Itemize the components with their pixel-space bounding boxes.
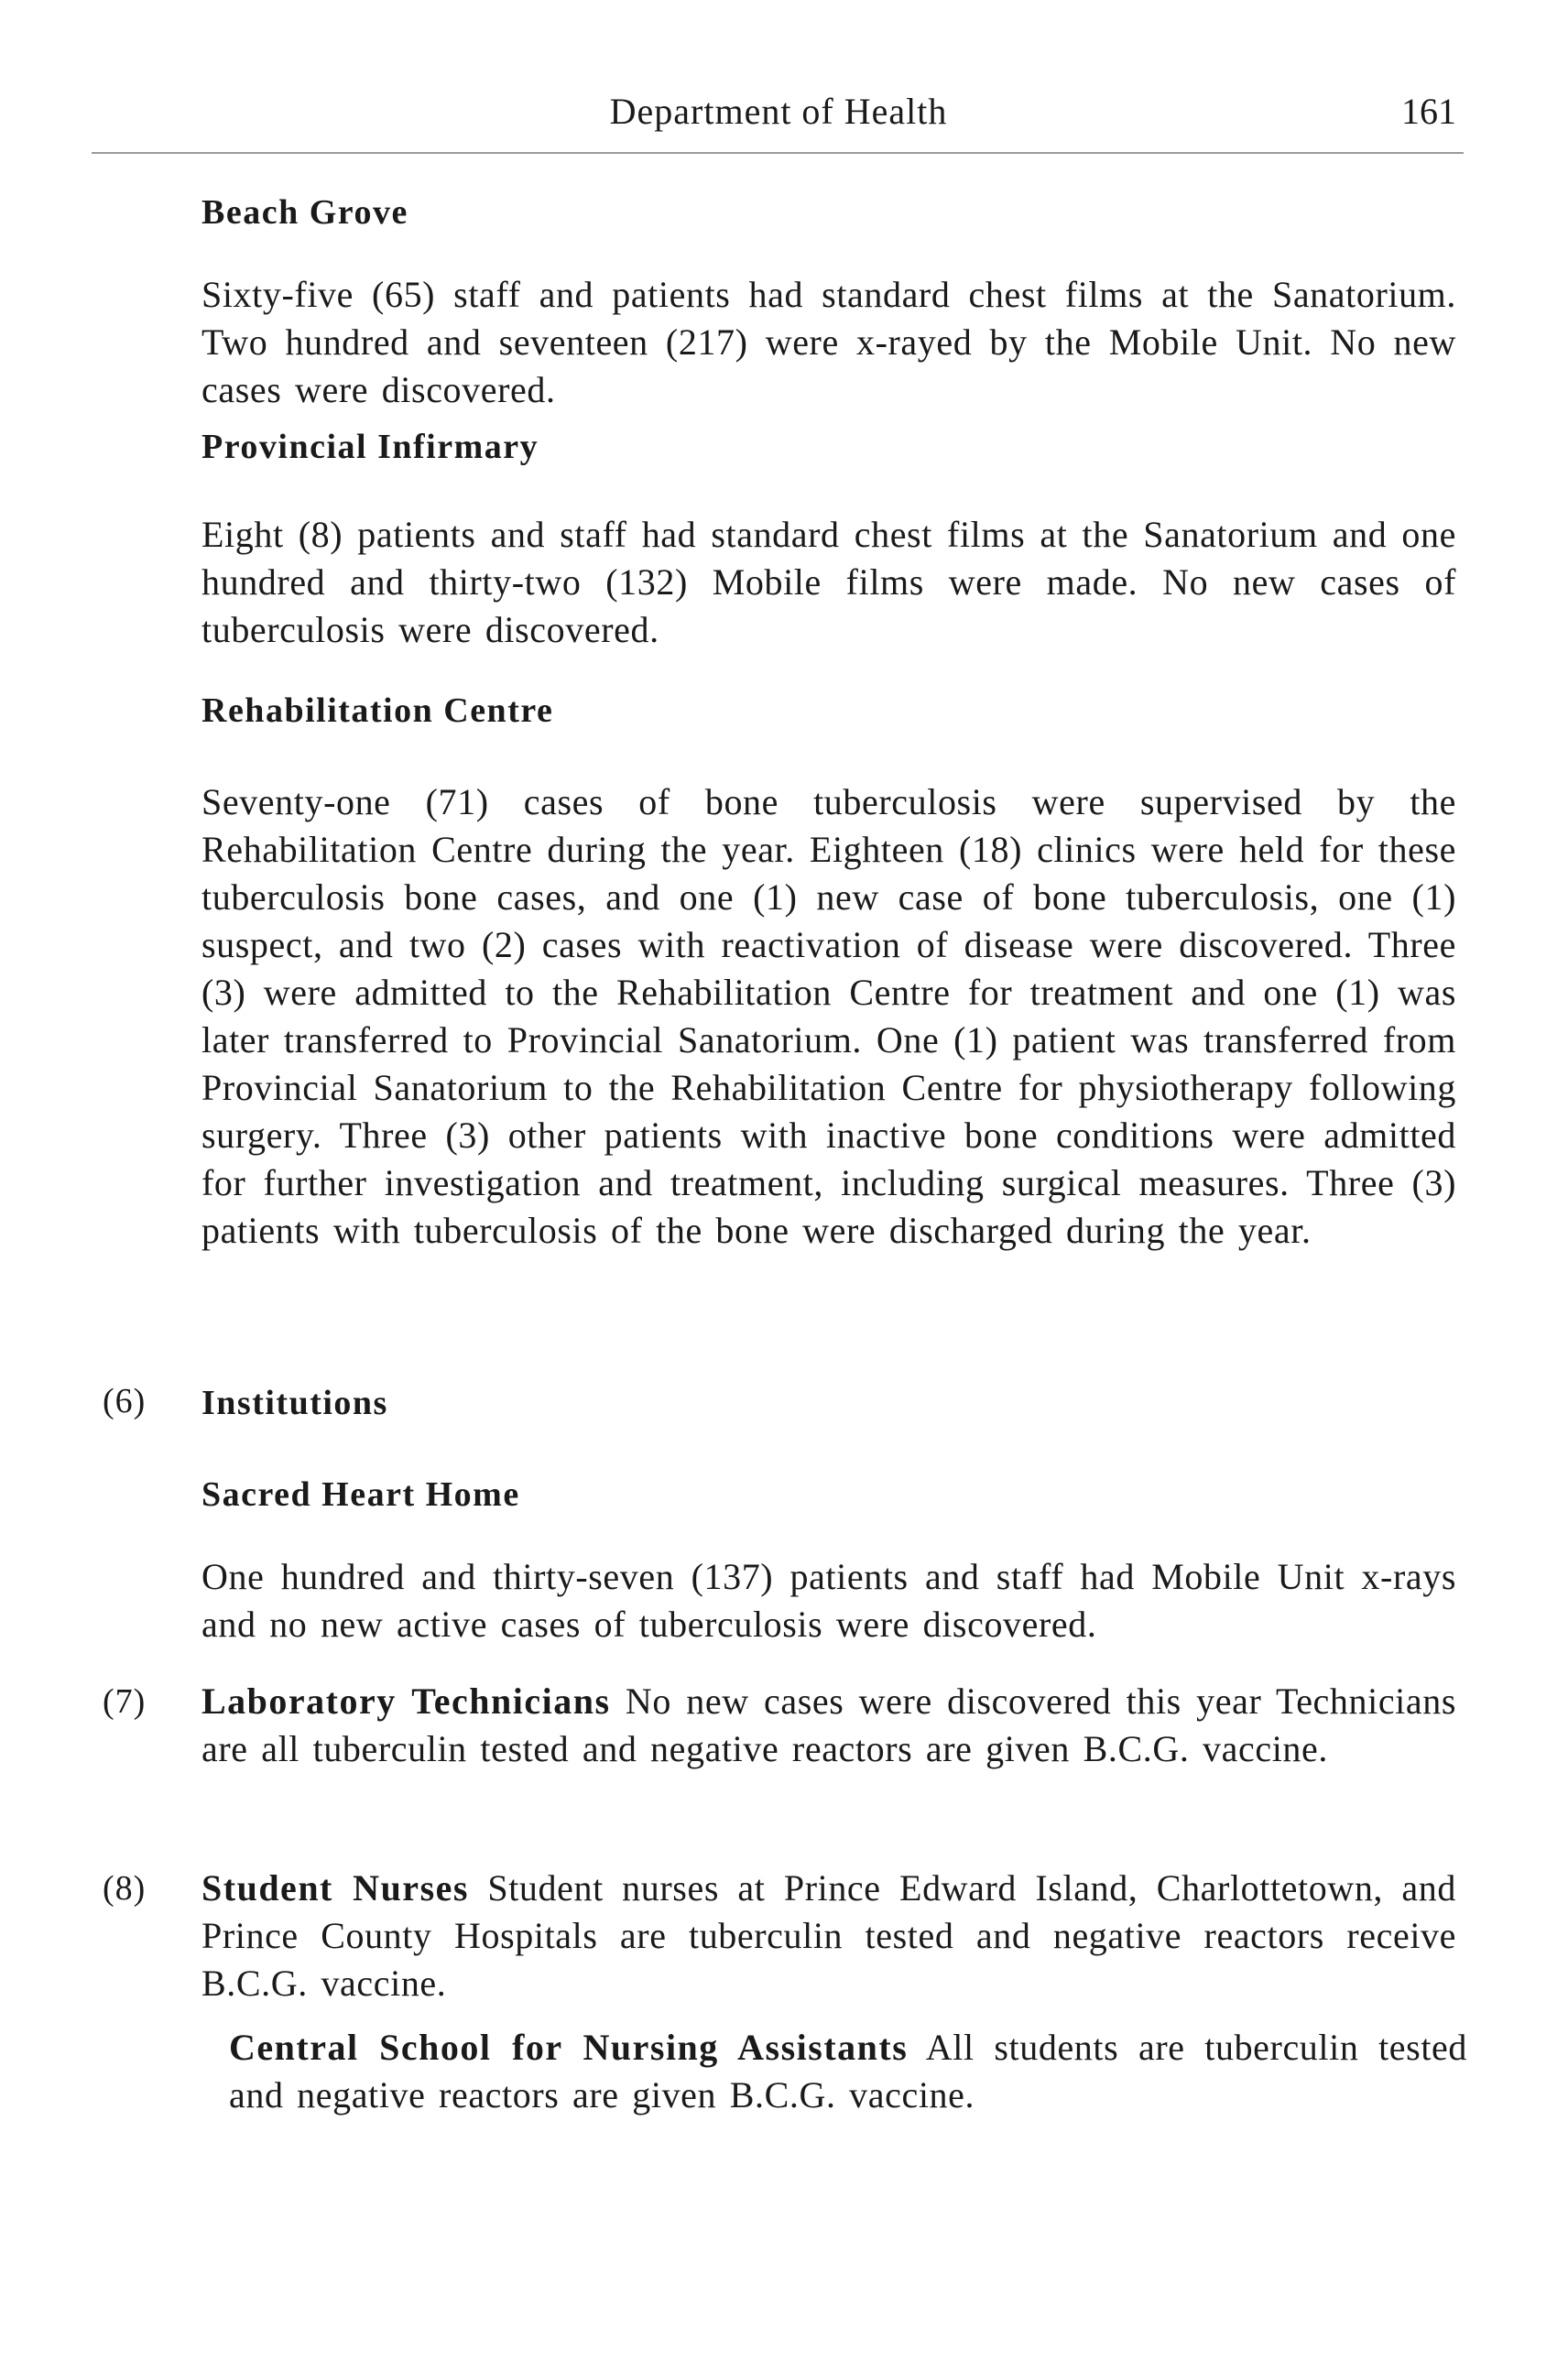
inline-heading: Student Nurses (201, 1867, 469, 1909)
section-institutions (201, 1381, 1456, 1425)
page-header (92, 88, 1464, 154)
section-central-school (229, 2024, 1467, 2119)
section-paragraph: Seventy-one (71) cases of bone tuberculosis were supervised by the Rehabilitation Centre during the year. Eighteen (18) clinics were held for these tuberculosis bone cases, and one (1) new case of bone tuberculosis, one (1) suspect, and two (2) cases with reactivation of disease were discovered. Three (3) were admitted to the Rehabilitation Centre for treatment and one (1) was later transferred to Provincial Sanatorium. One (1) patient was transferred from Provincial Sanatorium to the Rehabilitation Centre for physiotherapy following surgery. Three (3) other patients with inactive bone conditions were admitted for further investigation and treatment, including surgical measures. Three (3) patients with tuberculosis of the bone were discharged during the year. (201, 781, 1456, 1251)
section-paragraph: No new cases were discovered this year Technicians are all tuberculin tested and negative reactors are given B.C.G. vaccine. (201, 1680, 1457, 1769)
section-provincial-infirmary (201, 425, 1456, 654)
section-heading: Sacred Heart Home (201, 1475, 520, 1514)
section-sacred-heart-home (201, 1473, 1456, 1648)
section-paragraph: One hundred and thirty-seven (137) patients and staff had Mobile Unit x-rays and no new active cases of tuberculosis were discovered. (201, 1556, 1456, 1645)
section-paragraph: All students are tuberculin tested and negative reactors are given B.C.G. vaccine. (229, 2027, 1467, 2115)
section-paragraph: Sixty-five (65) staff and patients had standard chest films at the Sanatorium. Two hundred and seventeen (217) were x-rayed by the Mobile Unit. No new cases were discovered. (201, 274, 1456, 410)
section-paragraph: Student nurses at Prince Edward Island, Charlottetown, and Prince County Hospitals are tuberculin tested and negative reactors receive B.C.G. vaccine. (201, 1867, 1456, 2004)
section-student-nurses (201, 1865, 1456, 2007)
section-paragraph: Eight (8) patients and staff had standard chest films at the Sanatorium and one hundred and thirty-two (132) Mobile films were made. No new cases of tuberculosis were discovered. (201, 514, 1456, 650)
inline-heading: Laboratory Technicians (201, 1680, 611, 1722)
section-laboratory-technicians (201, 1678, 1456, 1773)
section-heading: Institutions (201, 1384, 388, 1422)
page-number: 161 (1401, 91, 1456, 132)
section-heading: Provincial Infirmary (201, 428, 539, 466)
inline-heading: Central School for Nursing Assistants (229, 2027, 909, 2068)
section-heading: Rehabilitation Centre (201, 691, 554, 730)
section-rehabilitation-centre (201, 689, 1456, 1255)
section-number: (6) (103, 1382, 147, 1420)
section-number: (7) (103, 1682, 147, 1721)
section-heading: Beach Grove (201, 193, 408, 232)
section-beach-grove (201, 190, 1456, 414)
section-number: (8) (103, 1869, 147, 1908)
running-title: Department of Health (609, 91, 948, 132)
